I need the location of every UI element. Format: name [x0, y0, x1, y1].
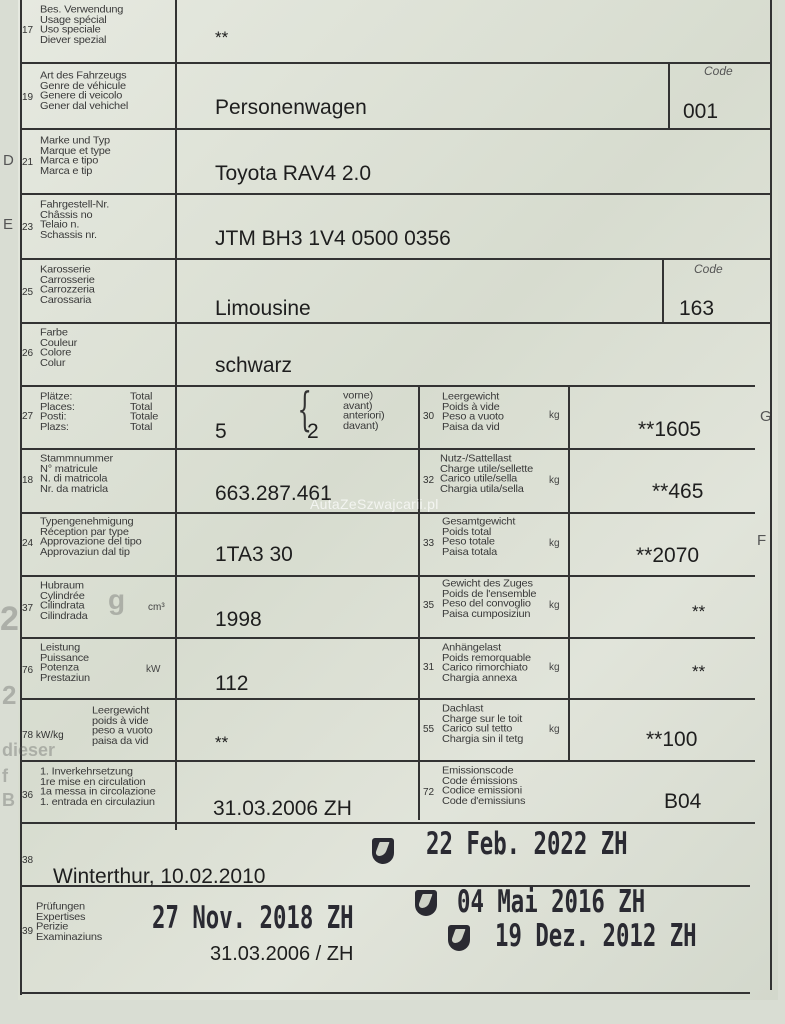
emission-code-value: B04	[664, 790, 702, 813]
inspection-stamp: 22 Feb. 2022 ZH	[426, 826, 628, 862]
type-approval-value: 1TA3 30	[215, 543, 293, 566]
unit-kg: kg	[549, 538, 560, 549]
field-number: 55	[423, 724, 435, 735]
field-label-inspections: Prüfungen Expertises Perizie Examinaziuns	[36, 901, 103, 943]
field-label-base-number: Stammnummer N° matricule N. di matricola Nr. da matricla	[40, 453, 113, 495]
field-number: 19	[22, 92, 34, 103]
inspection-stamp: 27 Nov. 2018 ZH	[152, 900, 354, 936]
field-label-train-weight: Gewicht des Zuges Poids de l'ensemble Peso del convoglio Paisa cumposiziun	[442, 578, 537, 620]
body-code: 163	[679, 297, 715, 320]
field-number: 25	[22, 287, 34, 298]
code-label: Code	[694, 262, 723, 276]
body-value: Limousine	[215, 297, 311, 320]
field-label-power-weight: Leergewicht poids à vide peso a vuoto paisa da vid	[92, 705, 153, 747]
unit-kg: kg	[549, 475, 560, 486]
total-weight-value: **2070	[636, 544, 700, 567]
inspection-stamp: 19 Dez. 2012 ZH	[495, 918, 697, 954]
field-number: 33	[423, 538, 435, 549]
field-label-empty-weight: Leergewicht Poids à vide Peso a vuoto Paisa da vid	[442, 391, 504, 433]
field-label-power: Leistung Puissance Potenza Prestaziun	[40, 642, 90, 684]
roof-load-value: **100	[646, 728, 698, 751]
unit-kg: kg	[549, 600, 560, 611]
train-weight-value: **	[692, 602, 706, 621]
chassis-number-value: JTM BH3 1V4 0500 0356	[215, 227, 451, 250]
field-number: 23	[22, 222, 34, 233]
base-number-value: 663.287.461	[215, 482, 332, 505]
canton-crest-icon	[448, 925, 470, 951]
field-number: 30	[423, 411, 435, 422]
faint-mark: f	[2, 766, 8, 786]
faint-mark: g	[108, 584, 126, 615]
side-letter-e: E	[3, 216, 14, 233]
side-letter-d: D	[3, 152, 14, 169]
power-value: 112	[215, 672, 249, 695]
field-number: 39	[22, 926, 34, 937]
special-use-value: **	[215, 28, 229, 47]
field-label-vehicle-type: Art des Fahrzeugs Genre de véhicule Genere di veicolo Gener dal vehichel	[40, 70, 129, 112]
field-number: 31	[423, 662, 435, 673]
field-number: 72	[423, 787, 435, 798]
field-label-seats: Plätze: Places: Posti: Plazs:	[40, 391, 75, 433]
empty-weight-value: **1605	[638, 418, 702, 441]
unit-kg: kg	[549, 410, 560, 421]
field-label-displacement: Hubraum Cylindrée Cilindrata Cilindrada	[40, 580, 88, 622]
canton-crest-icon	[415, 890, 437, 916]
seats-front-value: 2	[307, 420, 319, 443]
field-label-make-model: Marke und Typ Marque et type Marca e tipo Marca e tip	[40, 135, 111, 177]
field-number: 21	[22, 157, 34, 168]
unit-kg: kg	[549, 724, 560, 735]
field-label-body: Karosserie Carrosserie Carrozzeria Carossaria	[40, 264, 95, 306]
field-label-total-weight: Gesamtgewicht Poids total Peso totale Paisa totala	[442, 516, 516, 558]
canton-crest-icon	[372, 838, 394, 864]
seats-total-value: 5	[215, 420, 227, 443]
field-label-first-registration: 1. Inverkehrsetzung 1re mise en circulation 1a messa in circolazione 1. entrada en circulaziun	[40, 766, 156, 808]
faint-mark: B	[2, 790, 15, 810]
inspection-stamp: 04 Mai 2016 ZH	[457, 884, 646, 920]
field-number: 37	[22, 603, 34, 614]
field-label-color: Farbe Couleur Colore Colur	[40, 327, 78, 369]
field-label-roof-load: Dachlast Charge sur le toit Carico sul tetto Chargia sin il tetg	[442, 703, 524, 745]
faint-mark: dieser	[2, 740, 56, 760]
side-letter-f: F	[757, 532, 767, 549]
field-label-front-seats: vorne) avant) anteriori) davant)	[343, 390, 385, 432]
field-number: 38	[22, 855, 34, 866]
first-registration-value: 31.03.2006 ZH	[213, 797, 352, 820]
faint-mark: 2	[2, 680, 17, 710]
make-model-value: Toyota RAV4 2.0	[215, 162, 372, 185]
color-value: schwarz	[215, 354, 293, 377]
field-number: 36	[22, 790, 34, 801]
field-number: 27	[22, 411, 34, 422]
field-number: 26	[22, 348, 34, 359]
field-number: 78 kW/kg	[22, 730, 64, 741]
unit-kg: kg	[549, 662, 560, 673]
field-number: 18	[22, 475, 34, 486]
field-label-type-approval: Typengenehmigung Réception par type Approvazione del tipo Approvaziun dal tip	[40, 516, 142, 558]
field-label-chassis-number: Fahrgestell-Nr. Châssis no Telaio n. Schassis nr.	[40, 199, 110, 241]
faint-mark: 2	[0, 600, 19, 638]
field-label-emission-code: Emissionscode Code émissions Codice emissioni Code d'emissiuns	[442, 765, 526, 807]
field-label-towing-load: Anhängelast Poids remorquable Carico rimorchiato Chargia annexa	[442, 642, 531, 684]
brace: {	[297, 382, 312, 436]
vehicle-type-value: Personenwagen	[215, 96, 367, 119]
side-letter-g: G	[760, 408, 772, 425]
inspection-date-value: 31.03.2006 / ZH	[210, 943, 354, 965]
field-label-seats-total: Total Total Totale Total	[130, 391, 159, 433]
unit-kw: kW	[146, 664, 161, 675]
field-number: 17	[22, 25, 34, 36]
power-weight-value: **	[215, 733, 229, 752]
unit-cm3: cm³	[148, 602, 165, 613]
field-number: 35	[423, 600, 435, 611]
code-label: Code	[704, 64, 733, 78]
payload-value: **465	[652, 480, 704, 503]
field-number: 32	[423, 475, 435, 486]
watermark: AutaZeSzwajcarii.pl	[310, 496, 439, 512]
towing-load-value: **	[692, 662, 706, 681]
field-label-special-use: Bes. Verwendung Usage spécial Uso speciale Diever spezial	[40, 4, 124, 46]
displacement-value: 1998	[215, 608, 262, 631]
vehicle-type-code: 001	[683, 100, 719, 123]
place-date-value: Winterthur, 10.02.2010	[53, 865, 266, 888]
field-number: 24	[22, 538, 34, 549]
field-label-payload: Nutz-/Sattellast Charge utile/sellette Carico utile/sella Chargia utila/sella	[440, 453, 534, 495]
field-number: 76	[22, 665, 34, 676]
